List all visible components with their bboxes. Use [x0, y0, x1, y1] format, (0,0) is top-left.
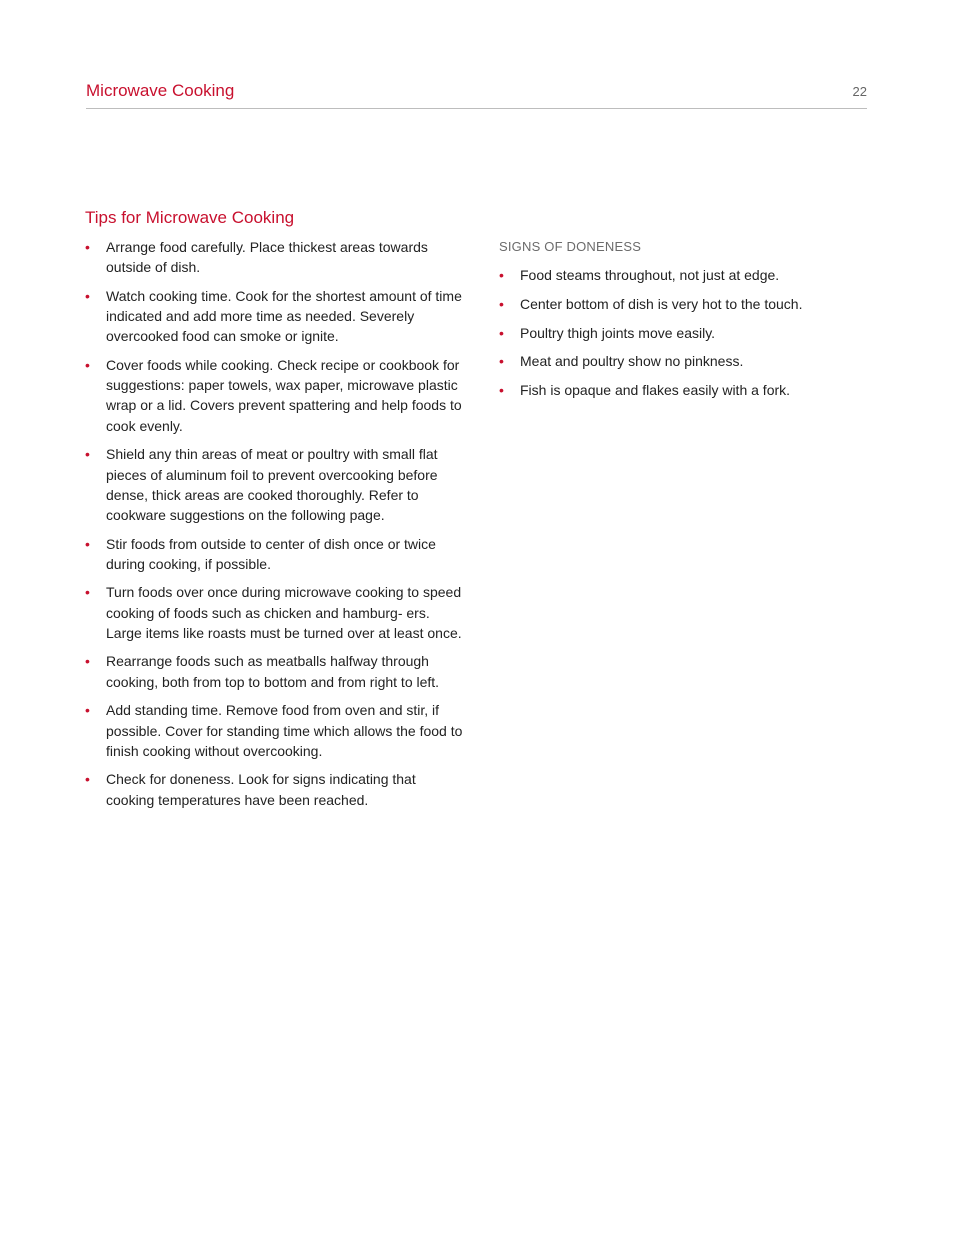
doneness-text: Poultry thigh joints move easily.: [520, 324, 716, 341]
page-number: 22: [852, 84, 867, 99]
bullet-icon: •: [85, 653, 90, 670]
list-item: [85, 355, 465, 436]
list-item: [85, 444, 465, 525]
list-item: [499, 294, 869, 314]
tips-list: [85, 237, 465, 810]
tip-text: Arrange food carefully. Place thickest areas towards outside of dish.: [106, 239, 428, 276]
bullet-icon: •: [499, 382, 504, 399]
bullet-icon: •: [499, 295, 504, 312]
list-item: [85, 534, 465, 575]
bullet-icon: •: [499, 353, 504, 370]
list-item: [499, 265, 869, 285]
list-item: [499, 323, 869, 343]
list-item: [85, 582, 465, 643]
tips-title: Tips for Microwave Cooking: [85, 208, 295, 227]
list-item: [85, 237, 465, 278]
tip-text: Turn foods over once during microwave cooking to speed cooking of foods such as chicken and hamburg- ers. Large items like roasts must be turned over at least once.: [106, 584, 462, 641]
page-header: [86, 80, 867, 109]
doneness-text: Meat and poultry show no pinkness.: [520, 353, 744, 370]
bullet-icon: •: [85, 446, 90, 463]
tip-text: Stir foods from outside to center of dish once or twice during cooking, if possible.: [106, 535, 436, 572]
bullet-icon: •: [85, 356, 90, 373]
list-item: [499, 380, 869, 400]
bullet-icon: •: [85, 535, 90, 552]
doneness-text: Food steams throughout, not just at edge.: [520, 267, 780, 283]
tip-text: Shield any thin areas of meat or poultry with small flat pieces of aluminum foil to prevent overcooking before dense, thick areas are cooked thoroughly. Refer to cookware suggestions on the following page.: [106, 446, 438, 524]
doneness-list: [499, 265, 869, 400]
tip-text: Watch cooking time. Cook for the shortest amount of time indicated and add more time as needed. Severely overcooked food can smoke or ignite.: [106, 287, 462, 345]
bullet-icon: •: [85, 239, 90, 255]
bullet-icon: •: [85, 771, 90, 788]
bullet-icon: •: [85, 584, 90, 601]
tip-text: Rearrange foods such as meatballs halfway through cooking, both from top to bottom and from right to left.: [106, 653, 440, 690]
tips-section: [85, 207, 465, 818]
bullet-icon: •: [499, 267, 504, 283]
list-item: [499, 351, 869, 371]
bullet-icon: •: [85, 287, 90, 304]
tip-text: Add standing time. Remove food from oven and stir, if possible. Cover for standing time which allows the food to finish cooking without overcooking.: [106, 702, 463, 759]
bullet-icon: •: [85, 702, 90, 719]
list-item: [85, 651, 465, 692]
list-item: [85, 286, 465, 347]
tip-text: Cover foods while cooking. Check recipe or cookbook for suggestions: paper towels, wax paper, microwave plastic wrap or a lid. Covers prevent spattering and help foods to cook evenly.: [106, 356, 462, 434]
doneness-text: Fish is opaque and flakes easily with a fork.: [520, 382, 791, 399]
list-item: [85, 769, 465, 810]
list-item: [85, 700, 465, 761]
doneness-section: [499, 237, 869, 409]
header-title: Microwave Cooking: [86, 81, 235, 100]
doneness-text: Center bottom of dish is very hot to the touch.: [520, 295, 803, 312]
tip-text: Check for doneness. Look for signs indicating that cooking temperatures have been reached.: [106, 771, 416, 808]
bullet-icon: •: [499, 324, 504, 341]
doneness-heading: SIGNS OF DONENESS: [499, 239, 642, 254]
